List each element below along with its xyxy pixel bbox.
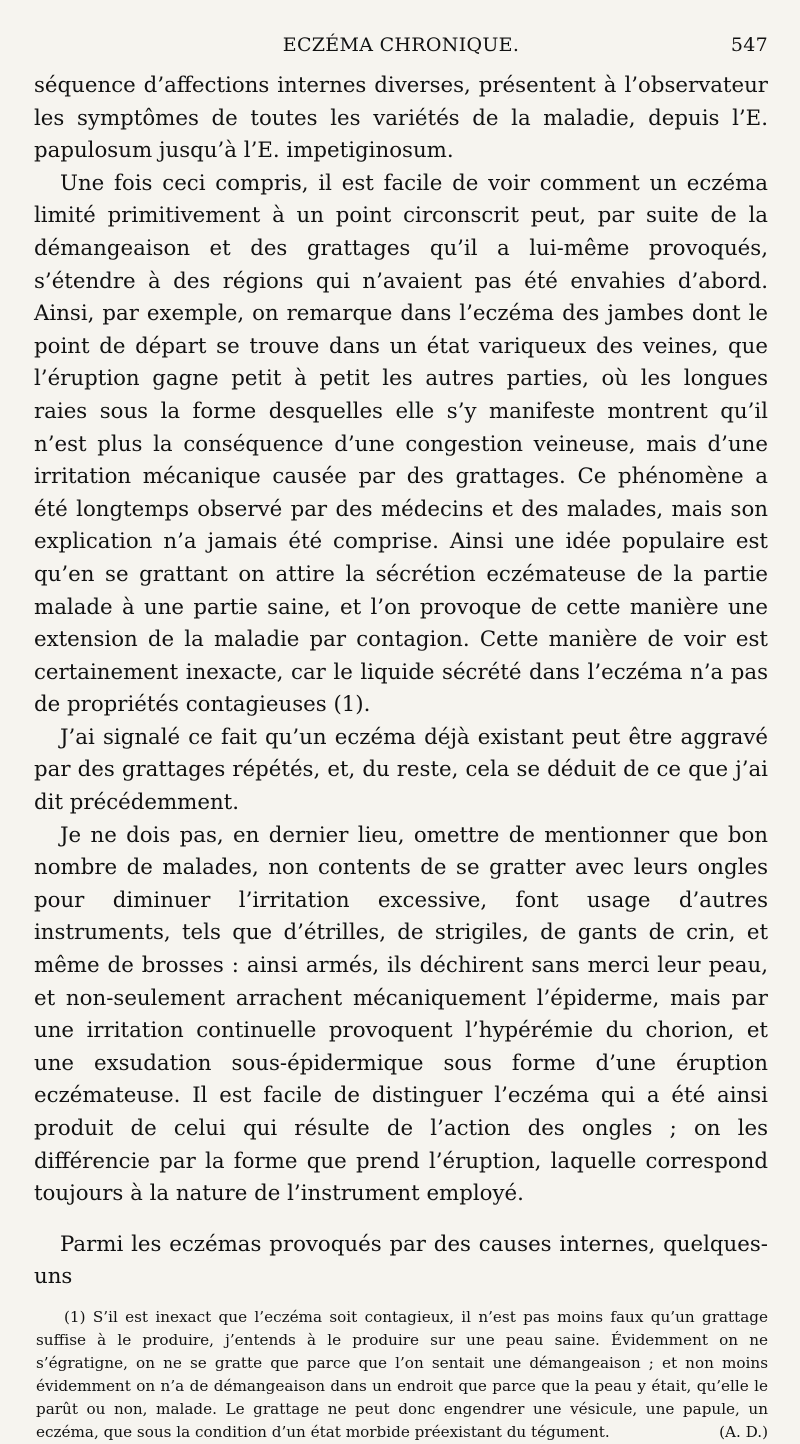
paragraph-instruments: Je ne dois pas, en dernier lieu, omettre de mentionner que bon nombre de malades, non contents de se gratter avec leurs ongles pour diminuer l’irritation excessive, font usage d’autres instruments, tels que d’étrilles, de strigiles, de gants de crin, et même de brosses : ainsi armés, ils déchirent sans merci leur peau, et non-seulement arrachent mécaniquement l’épiderme, mais par une irritation continuelle provoquent l’hypérémie du chorion, et une exsudation sous-épidermique sous forme d’une éruption eczémateuse. Il est facile de distinguer l’eczéma qui a été ainsi produit de celui qui résulte de l’action des ongles ; on les différencie par la forme que prend l’éruption, laquelle correspond toujours à la nature de l’instrument employé. (34, 822, 768, 1207)
paragraph-aggravation: J’ai signalé ce fait qu’un eczéma déjà existant peut être aggravé par des grattages répétés, et, du reste, cela se déduit de ce que j’ai dit précédemment. (34, 724, 768, 816)
paragraph-internal-causes: Parmi les eczémas provoqués par des causes internes, quelques-uns (34, 1231, 768, 1290)
running-title: ECZÉMA CHRONIQUE. (282, 34, 520, 56)
footnote-1 (36, 1306, 768, 1444)
page-number: 547 (730, 34, 768, 56)
page-header (34, 30, 768, 60)
paragraph-continuation: séquence d’affections internes diverses, présentent à l’observateur les symptômes de toutes les variétés de la maladie, depuis l’E. papulosum jusqu’à l’E. impetiginosum. (34, 73, 768, 164)
main-text (34, 70, 768, 1294)
paragraph-scratching-spread: Une fois ceci compris, il est facile de voir comment un eczéma limité primitivement à un point circonscrit peut, par suite de la démangeaison et des grattages qu’il a lui-même provoqués, s’étendre à des régions qui n’avaient pas été envahies d’abord. Ainsi, par exemple, on remarque dans l’eczéma des jambes dont le point de départ se trouve dans un état variqueux des veines, que l’éruption gagne petit à petit les autres parties, où les longues raies sous la forme desquelles elle s’y manifeste montrent qu’il n’est plus la conséquence d’une congestion veineuse, mais d’une irritation mécanique causée par des grattages. Ce phénomène a été longtemps observé par des médecins et des malades, mais son explication n’a jamais été comprise. Ainsi une idée populaire est qu’en se grattant on attire la sécrétion eczémateuse de la partie malade à une partie saine, et l’on provoque de cette manière une extension de la maladie par contagion. Cette manière de voir est certainement inexacte, car le liquide sécrété dans l’eczéma n’a pas de propriétés contagieuses (1). (34, 170, 768, 718)
footnote-signature: (A. D.) (719, 1422, 768, 1441)
footnote-text: (1) S’il est inexact que l’eczéma soit contagieux, il n’est pas moins faux qu’un grattage suffise à le produire, j’entends à le produire sur une peau saine. Évidemment on ne s’égratigne, on ne se gratte que parce que l’on sentait une démangeaison ; et non moins évidemment on n’a de démangeaison dans un endroit que parce que la peau y était, qu’elle le parût ou non, malade. Le grattage ne peut donc engendrer une vésicule, une papule, un eczéma, que sous la condition d’un état morbide préexistant du tégument. (36, 1307, 768, 1441)
footnote-section (34, 1306, 768, 1444)
